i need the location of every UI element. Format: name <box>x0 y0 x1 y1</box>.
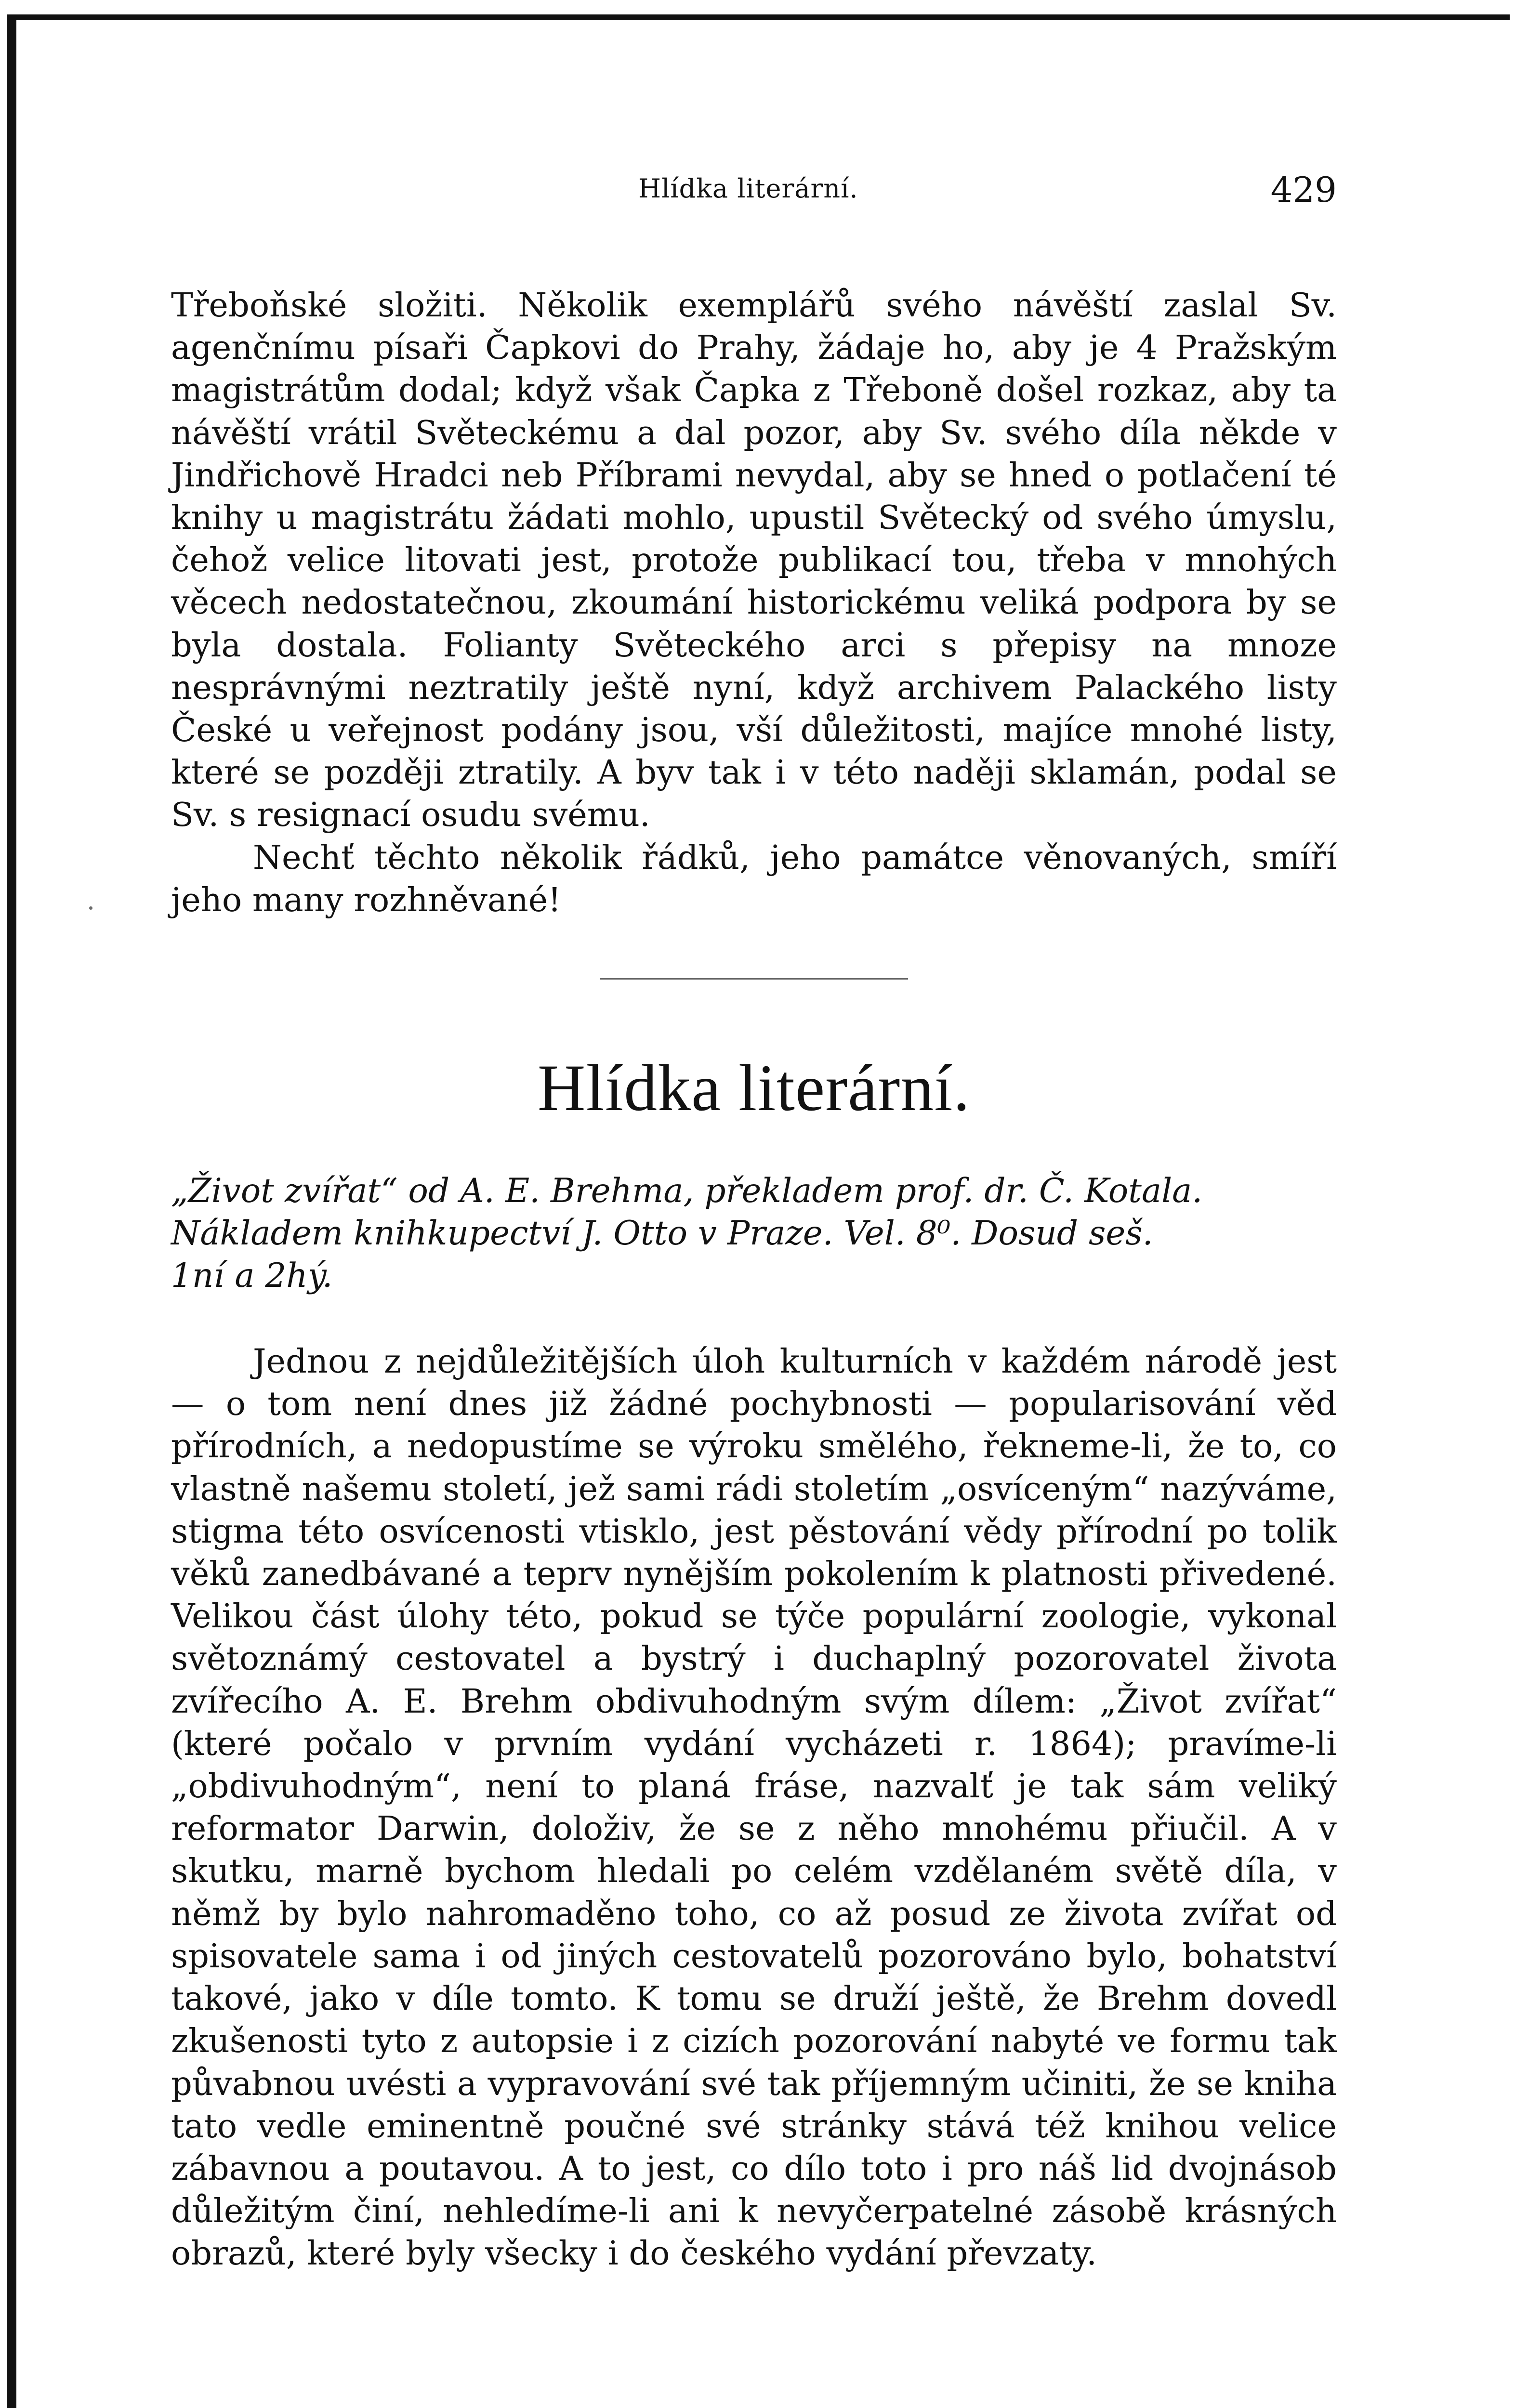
review-heading-line: 1ní a 2hý. <box>171 1256 333 1296</box>
continued-paragraph: Třeboňské složiti. Několik exemplářů svého návěští zaslal Sv. agenčnímu písaři Čapkovi do Prahy, žádaje ho, aby je 4 Pražským magistrátům dodal; když však Čapka z Třeboně došel rozkaz, aby ta návěští vrátil Světeckému a dal pozor, aby Sv. svého díla někde v Jindřichově Hradci neb Příbrami nevydal, aby se hned o potlačení té knihy u magistrátu žádati mohlo, upustil Světecký od svého úmyslu, čehož velice litovati jest, protože publikací tou, třeba v mnohých věcech nedostatečnou, zkoumání historickému veliká podpora by se byla dostala. Folianty Světeckého arci s přepisy na mnoze nesprávnými neztratily ještě nyní, když archivem Palackého listy České u veřejnost podány jsou, vší důležitosti, majíce mnohé listy, které se později ztratily. A byv tak i v této naději sklamán, podal se Sv. s resignací osudu svému. <box>171 286 1337 835</box>
running-title: Hlídka literární. <box>638 173 858 204</box>
review-heading <box>171 1170 1337 1297</box>
section-title: Hlídka literární. <box>537 1051 971 1125</box>
section-divider <box>600 978 908 980</box>
running-head <box>171 159 1337 212</box>
margin-mark <box>89 906 92 910</box>
review-paragraph: Jednou z nejdůležitějších úloh kulturních v každém národě jest — o tom není dnes již žádné pochybnosti — popularisování věd přírodních, a nedopustíme se výroku smělého, řekneme-li, že to, co vlastně našemu století, jež sami rádi stoletím „osvíceným“ nazýváme, stigma této osvícenosti vtisklo, jest pěstování vědy přírodní po tolik věků zanedbávané a teprv nynějším pokolením k platnosti přivedené. Velikou část úlohy této, pokud se týče populární zoologie, vykonal světoznámý cestovatel a bystrý i duchaplný pozorovatel života zvířecího A. E. Brehm obdivuhodným svým dílem: „Život zvířat“ (které počalo v prvním vydání vycházeti r. 1864); pravíme-li „obdivuhodným“, není to planá fráse, nazvalť je tak sám veliký reformator Darwin, doloživ, že se z něho mnohému přiučil. A v skutku, marně bychom hledali po celém vzdělaném světě díla, v němž by bylo nahromaděno toho, co až posud ze života zvířat od spisovatele sama i od jiných cestovatelů pozorováno bylo, bohatství takové, jako v díle tomto. K tomu se druží ještě, že Brehm dovedl zkušenosti tyto z autopsie i z cizích pozorování nabyté ve formu tak půvabnou uvésti a vypravování své tak příjemným učiniti, že se kniha tato vedle eminentně poučné své stránky stává též knihou velice zábavnou a poutavou. A to jest, co dílo toto i pro náš lid dvojnásob důležitým činí, nehledíme-li ani k nevyčerpatelné zásobě krásných obrazů, které byly všecky i do českého vydání převzaty. <box>171 1342 1337 2273</box>
page-number: 429 <box>1270 170 1337 210</box>
review-heading-line: Nákladem knihkupectví J. Otto v Praze. Vel. 8⁰. Dosud seš. <box>171 1214 1153 1253</box>
review-heading-line: „Život zvířat“ od A. E. Brehma, překladem prof. dr. Č. Kotala. <box>171 1172 1203 1211</box>
closing-paragraph: Nechť těchto několik řádků, jeho památce věnovaných, smíří jeho many rozhněvané! <box>171 838 1337 919</box>
scan-border-top <box>7 14 1510 20</box>
book-page <box>171 159 1337 2275</box>
scan-border-left <box>7 14 16 2408</box>
